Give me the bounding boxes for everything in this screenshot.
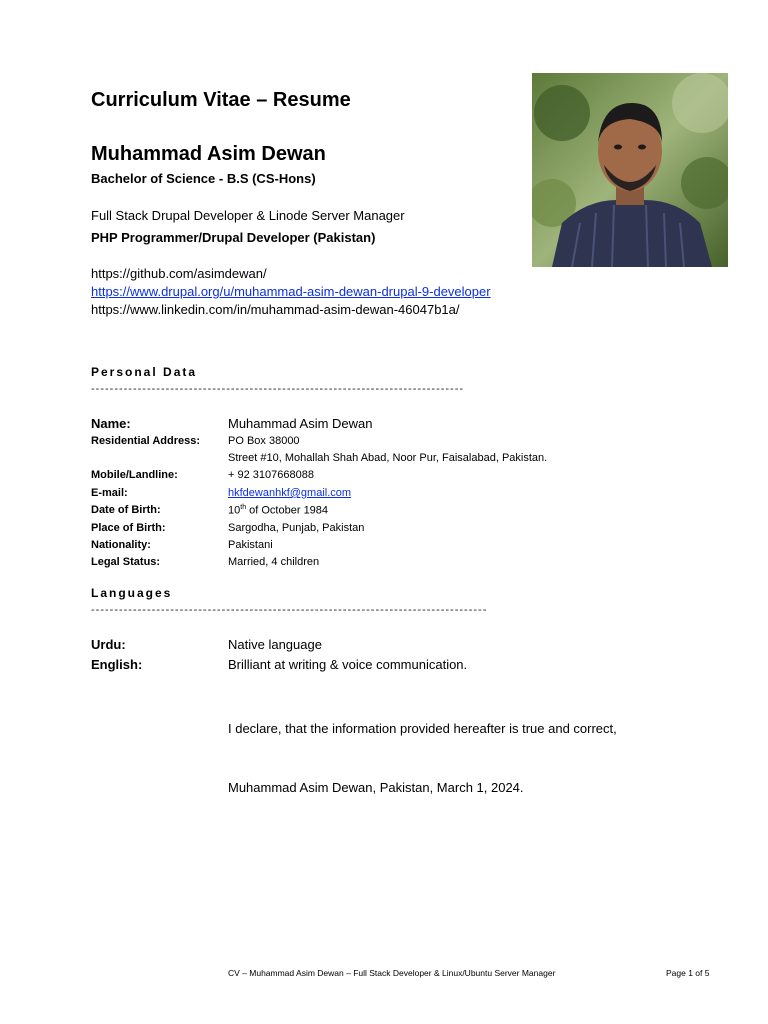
pob-value: Sargodha, Punjab, Pakistan bbox=[228, 522, 365, 534]
address-line-1: PO Box 38000 bbox=[228, 435, 300, 447]
role-line-2: PHP Programmer/Drupal Developer (Pakistan) bbox=[91, 230, 376, 245]
nationality-label: Nationality: bbox=[91, 539, 151, 551]
legal-status-label: Legal Status: bbox=[91, 556, 161, 568]
email-label: E-mail: bbox=[91, 487, 128, 499]
mobile-label: Mobile/Landline: bbox=[91, 469, 178, 481]
profile-photo bbox=[532, 73, 728, 267]
page-number: Page 1 of 5 bbox=[666, 968, 710, 978]
person-name: Muhammad Asim Dewan bbox=[91, 143, 326, 165]
role-line-1: Full Stack Drupal Developer & Linode Server Manager bbox=[91, 208, 405, 223]
github-link[interactable]: https://github.com/asimdewan/ bbox=[91, 266, 267, 281]
languages-heading: Languages bbox=[91, 586, 173, 600]
document-title: Curriculum Vitae – Resume bbox=[91, 89, 351, 111]
dob-suffix: th bbox=[240, 504, 247, 511]
name-label: Name: bbox=[91, 416, 131, 431]
personal-data-heading: Personal Data bbox=[91, 365, 198, 379]
address-label: Residential Address: bbox=[91, 435, 201, 447]
nationality-value: Pakistani bbox=[228, 539, 273, 551]
dob-day: 10 bbox=[228, 504, 241, 517]
page-footer: CV – Muhammad Asim Dewan – Full Stack Developer & Linux/Ubuntu Server Manager bbox=[228, 968, 556, 978]
degree: Bachelor of Science - B.S (CS-Hons) bbox=[91, 171, 316, 186]
declaration-signoff: Muhammad Asim Dewan, Pakistan, March 1, 2024. bbox=[228, 780, 524, 795]
language-label-english: English: bbox=[91, 657, 143, 672]
name-value: Muhammad Asim Dewan bbox=[228, 416, 373, 431]
language-value-english: Brilliant at writing & voice communication. bbox=[228, 657, 468, 672]
pob-label: Place of Birth: bbox=[91, 522, 166, 534]
email-link[interactable]: hkfdewanhkf@gmail.com bbox=[228, 487, 352, 499]
legal-status-value: Married, 4 children bbox=[228, 556, 320, 568]
divider: -------------------------------------------------------------------------------- bbox=[91, 383, 465, 395]
declaration-statement: I declare, that the information provided hereafter is true and correct, bbox=[228, 721, 617, 736]
mobile-value: + 92 3107668088 bbox=[228, 469, 314, 481]
language-value-urdu: Native language bbox=[228, 637, 322, 652]
dob-value bbox=[228, 504, 328, 517]
address-line-2: Street #10, Mohallah Shah Abad, Noor Pur, Faisalabad, Pakistan. bbox=[228, 452, 548, 464]
language-label-urdu: Urdu: bbox=[91, 637, 126, 652]
drupal-link[interactable]: https://www.drupal.org/u/muhammad-asim-dewan-drupal-9-developer bbox=[91, 284, 491, 299]
linkedin-link[interactable]: https://www.linkedin.com/in/muhammad-asim-dewan-46047b1a/ bbox=[91, 302, 460, 317]
dob-label: Date of Birth: bbox=[91, 504, 161, 516]
divider: ------------------------------------------------------------------------------------- bbox=[91, 604, 488, 616]
dob-rest: of October 1984 bbox=[246, 504, 329, 517]
